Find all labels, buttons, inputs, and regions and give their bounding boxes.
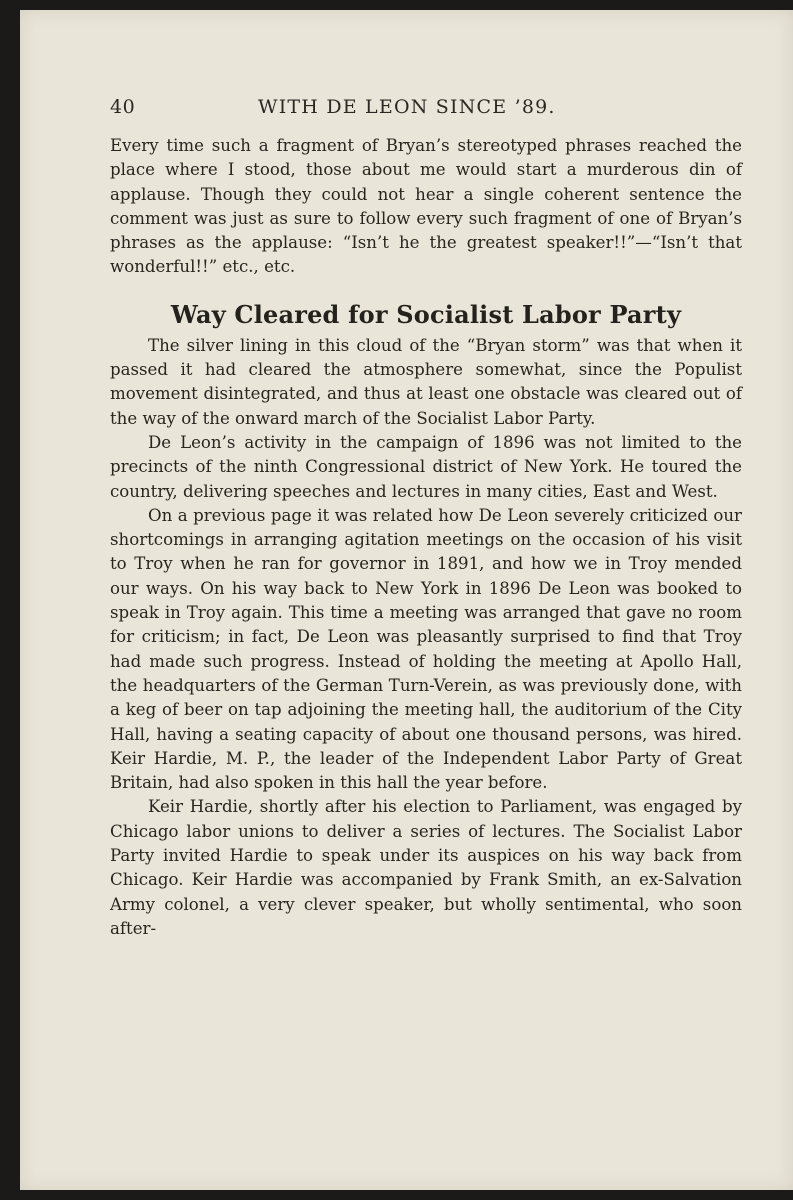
section-heading: Way Cleared for Socialist Labor Party (170, 299, 682, 329)
paragraph-3: De Leon’s activity in the campaign of 1896 was not limited to the precincts of the ninth Congressional district of New York. He toured the country, delivering speeches and lectures in many cities, East and West. (110, 432, 742, 501)
page-body (110, 134, 742, 941)
running-title: WITH DE LEON SINCE ’89. (258, 96, 556, 118)
page-number: 40 (110, 96, 136, 118)
paragraph-5: Keir Hardie, shortly after his election to Parliament, was engaged by Chicago labor unions to deliver a series of lectures. The Socialist Labor Party invited Hardie to speak under its auspices on his way back from Chicago. Keir Hardie was accompanied by Frank Smith, an ex-Salvation Army colonel, a very clever speaker, but wholly sentimental, who soon after- (110, 797, 742, 938)
book-page (20, 10, 793, 1190)
paragraph-1: Every time such a fragment of Bryan’s stereotyped phrases reached the place where I stood, those about me would start a murderous din of applause. Though they could not hear a single coherent sentence the comment was just as sure to follow every such fragment of one of Bryan’s phrases as the applause: “Isn’t he the greatest speaker!!”—“Isn’t that wonderful!!” etc., etc. (110, 136, 742, 277)
paragraph-2: The silver lining in this cloud of the “Bryan storm” was that when it passed it had cleared the atmosphere somewhat, since the Populist movement disintegrated, and thus at least one obstacle was cleared out of the way of the onward march of the Socialist Labor Party. (110, 335, 742, 428)
paragraph-4: On a previous page it was related how De Leon severely criticized our shortcomings in arranging agitation meetings on the occasion of his visit to Troy when he ran for governor in 1891, and how we in Troy mended our ways. On his way back to New York in 1896 De Leon was booked to speak in Troy again. This time a meeting was arranged that gave no room for criticism; in fact, De Leon was pleasantly surprised to find that Troy had made such progress. Instead of holding the meeting at Apollo Hall, the headquarters of the German Turn-Verein, as was previously done, with a keg of beer on tap adjoining the meeting hall, the auditorium of the City Hall, having a seating capacity of about one thousand persons, was hired. Keir Hardie, M. P., the leader of the Independent Labor Party of Great Britain, had also spoken in this hall the year before. (110, 505, 742, 793)
running-header (110, 96, 746, 126)
